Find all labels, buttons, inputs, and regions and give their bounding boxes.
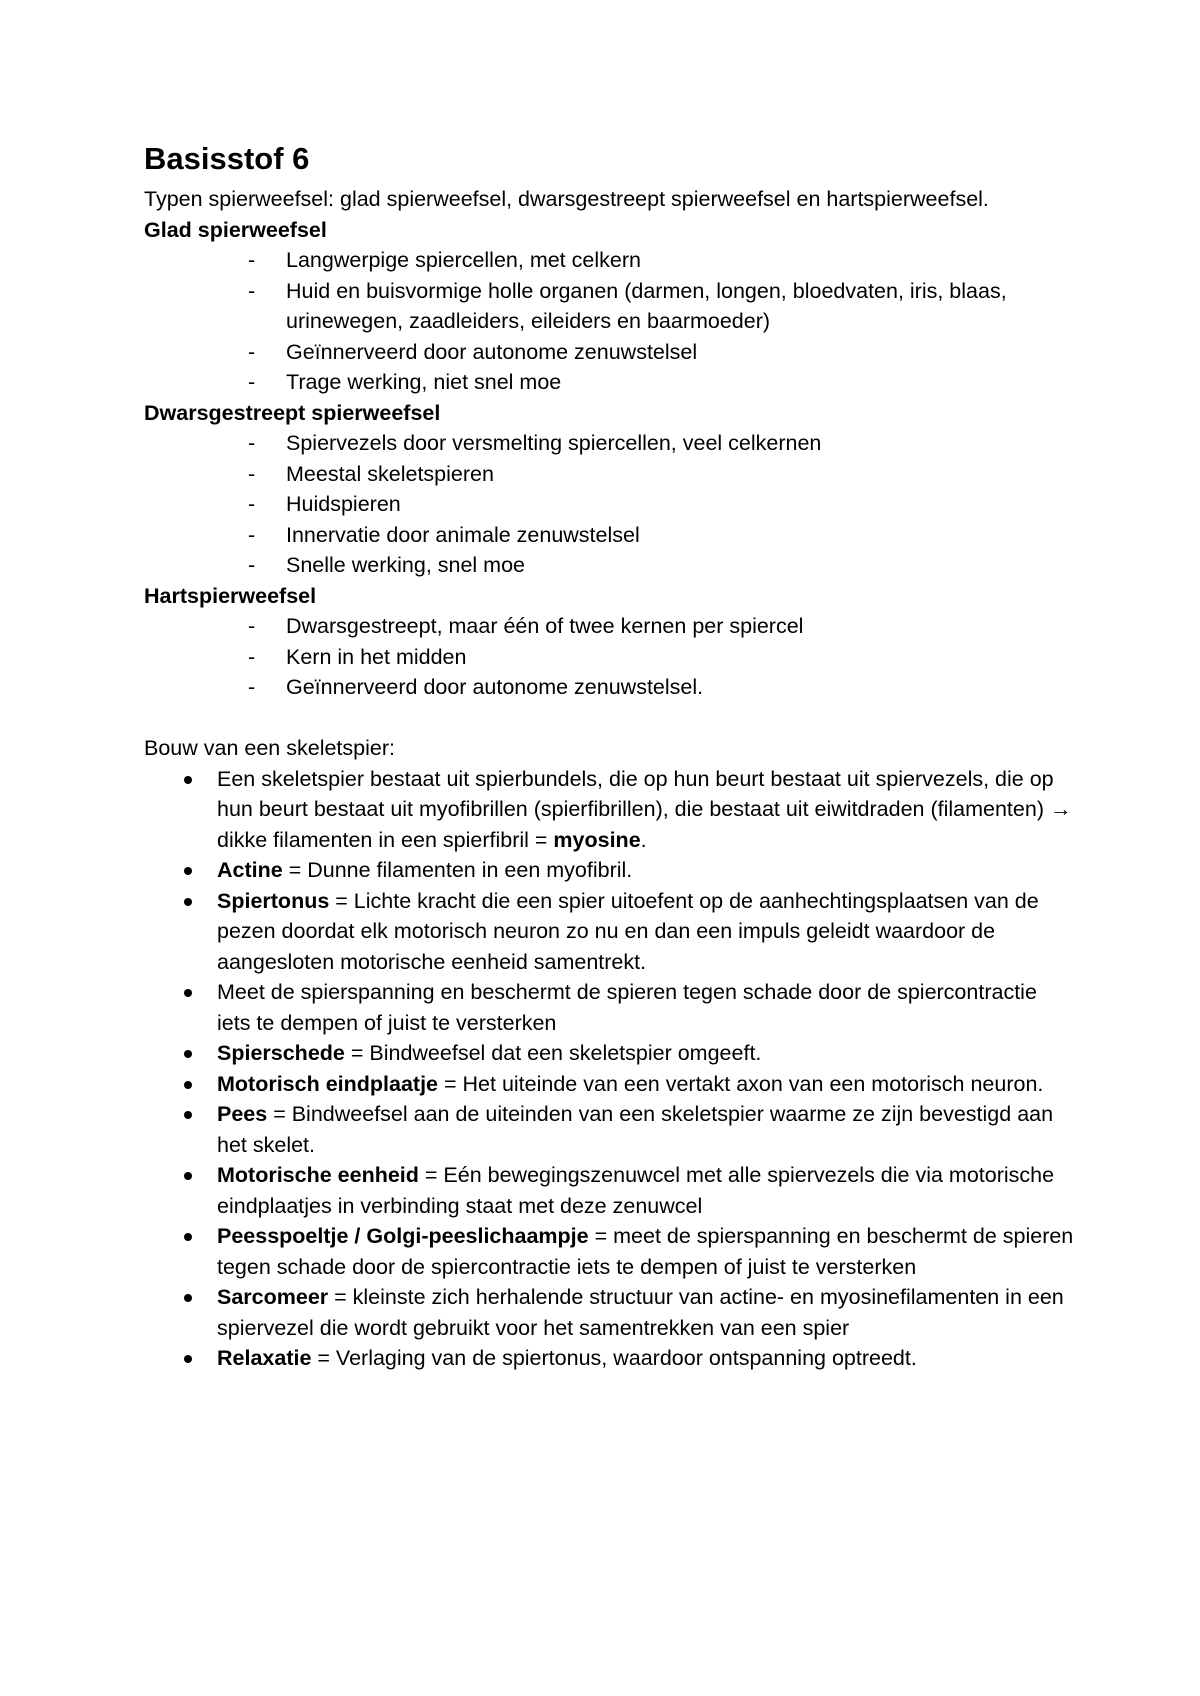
section-heading: Glad spierweefsel [144,217,327,242]
dash-list-item [248,337,1074,368]
dash-marker: - [248,614,256,638]
bullet-term: Motorisch eindplaatje [217,1071,439,1096]
bullet-term: Relaxatie [217,1346,312,1370]
bullet-list-item [217,1221,1074,1282]
dash-item-text: Spiervezels door versmelting spiercellen, veel celkernen [286,431,822,455]
bullet-term: myosine [553,827,641,852]
dash-marker: - [248,644,256,669]
dash-list-item [248,367,1074,398]
bullet-list-item [217,1069,1074,1100]
dash-item-text: Geïnnerveerd door autonome zenuwstelsel [286,339,698,364]
bullet-text: = meet de spierspanning en beschermt de spieren tegen schade door de spiercontractie iets te dempen of juist te versterken [217,1224,1074,1279]
dash-marker: - [248,492,256,516]
section-heading: Hartspierweefsel [144,583,317,608]
bullet-dot-icon [184,898,192,906]
dash-list-item [248,428,1074,459]
dash-marker: - [248,339,256,364]
dash-item-text: Innervatie door animale zenuwstelsel [286,522,640,547]
dash-item-text: Kern in het midden [286,644,467,669]
dash-marker: - [248,248,256,272]
bullet-list-item [217,977,1074,1038]
section-dash-list [144,245,1074,398]
bullet-text: . [640,827,647,852]
bullet-text: = Verlaging van de spiertonus, waardoor ontspanning optreedt. [311,1346,917,1370]
bullet-text: = Dunne filamenten in een myofibril. [282,858,633,882]
dash-list-item [248,611,1074,642]
dash-marker: - [248,278,256,303]
document-page [144,140,1074,1374]
intro-text: Typen spierweefsel: glad spierweefsel, dwarsgestreept spierweefsel en hartspierweefsel. [144,187,989,211]
tissue-sections [144,215,1074,703]
bullet-term: Spierschede [217,1041,345,1065]
dash-marker: - [248,675,256,699]
dash-item-text: Huidspieren [286,492,401,516]
dash-marker: - [248,461,256,486]
dash-list-item [248,489,1074,520]
page-title: Basisstof 6 [144,141,310,176]
dash-item-text: Meestal skeletspieren [286,461,494,486]
bullet-dot-icon [184,989,192,997]
dash-list-item [248,550,1074,581]
dash-item-text: Trage werking, niet snel moe [286,370,562,394]
bullet-dot-icon [184,1294,192,1302]
section-dash-list [144,611,1074,703]
bullet-list-item [217,886,1074,978]
dash-item-text: Snelle werking, snel moe [286,553,526,577]
arrow-right-icon: → [1049,797,1072,821]
dash-item-text: Langwerpige spiercellen, met celkern [286,248,641,272]
dash-marker: - [248,522,256,547]
dash-item-text: Dwarsgestreept, maar één of twee kernen per spiercel [286,614,804,638]
bullet-term: Peesspoeltje / Golgi-peeslichaampje [217,1224,589,1248]
dash-marker: - [248,431,256,455]
bouw-heading: Bouw van een skeletspier: [144,736,395,760]
dash-list-item [248,672,1074,703]
bullet-dot-icon [184,1111,192,1119]
bullet-text: = Lichte kracht die een spier uitoefent op de aanhechtingsplaatsen van de pezen doordat elk motorisch neuron zo nu en dan een impuls geleidt waardoor de aangesloten motorische eenheid samentrekt. [217,888,1039,974]
dash-marker: - [248,553,256,577]
bullet-text: Een skeletspier bestaat uit spierbundels, die op hun beurt bestaat uit spiervezels, die op hun beurt bestaat uit myofibrillen (spierfibrillen), die bestaat uit eiwitdraden (filamenten) [217,766,1054,821]
dash-list-item [248,245,1074,276]
section-heading: Dwarsgestreept spierweefsel [144,400,441,425]
bullet-text: = Eén bewegingszenuwcel met alle spiervezels die via motorische eindplaatjes in verbinding staat met deze zenuwcel [217,1163,1055,1218]
spacer [144,703,1074,734]
bullet-list-item [217,855,1074,886]
bullet-list-item [217,1282,1074,1343]
bullet-dot-icon [184,776,192,784]
bullet-term: Pees [217,1102,268,1126]
bullet-list-item [217,1099,1074,1160]
bullet-term: Spiertonus [217,888,330,913]
bullet-term: Motorische eenheid [217,1163,419,1187]
bullet-list-item [217,1343,1074,1374]
dash-marker: - [248,370,256,394]
bullet-list-item [217,1038,1074,1069]
dash-list-item [248,276,1074,337]
bullet-dot-icon [184,1081,192,1089]
bouw-bullet-list [144,764,1074,1374]
bullet-dot-icon [184,1050,192,1058]
bullet-dot-icon [184,1172,192,1180]
dash-list-item [248,459,1074,490]
bullet-text: = Bindweefsel dat een skeletspier omgeeft. [344,1041,762,1065]
dash-item-text: Huid en buisvormige holle organen (darmen, longen, bloedvaten, iris, blaas, urinewegen, zaadleiders, eileiders en baarmoeder) [286,278,1007,333]
bullet-text: = Bindweefsel aan de uiteinden van een skeletspier waarme ze zijn bevestigd aan het skelet. [217,1102,1054,1157]
bullet-dot-icon [184,1233,192,1241]
dash-list-item [248,642,1074,673]
bullet-term: Actine [217,858,283,882]
bullet-dot-icon [184,1355,192,1363]
bullet-dot-icon [184,867,192,875]
bullet-list-item [217,764,1074,856]
bullet-text: dikke filamenten in een spierfibril = [217,827,554,852]
bullet-text: = Het uiteinde van een vertakt axon van een motorisch neuron. [438,1071,1044,1096]
bullet-term: Sarcomeer [217,1285,329,1309]
bullet-text: Meet de spierspanning en beschermt de spieren tegen schade door de spiercontractie iets te dempen of juist te versterken [217,980,1037,1035]
section-dash-list [144,428,1074,581]
dash-list-item [248,520,1074,551]
dash-item-text: Geïnnerveerd door autonome zenuwstelsel. [286,675,704,699]
bullet-list-item [217,1160,1074,1221]
bullet-text: = kleinste zich herhalende structuur van actine- en myosinefilamenten in een spiervezel die wordt gebruikt voor het samentrekken van een spier [217,1285,1064,1340]
